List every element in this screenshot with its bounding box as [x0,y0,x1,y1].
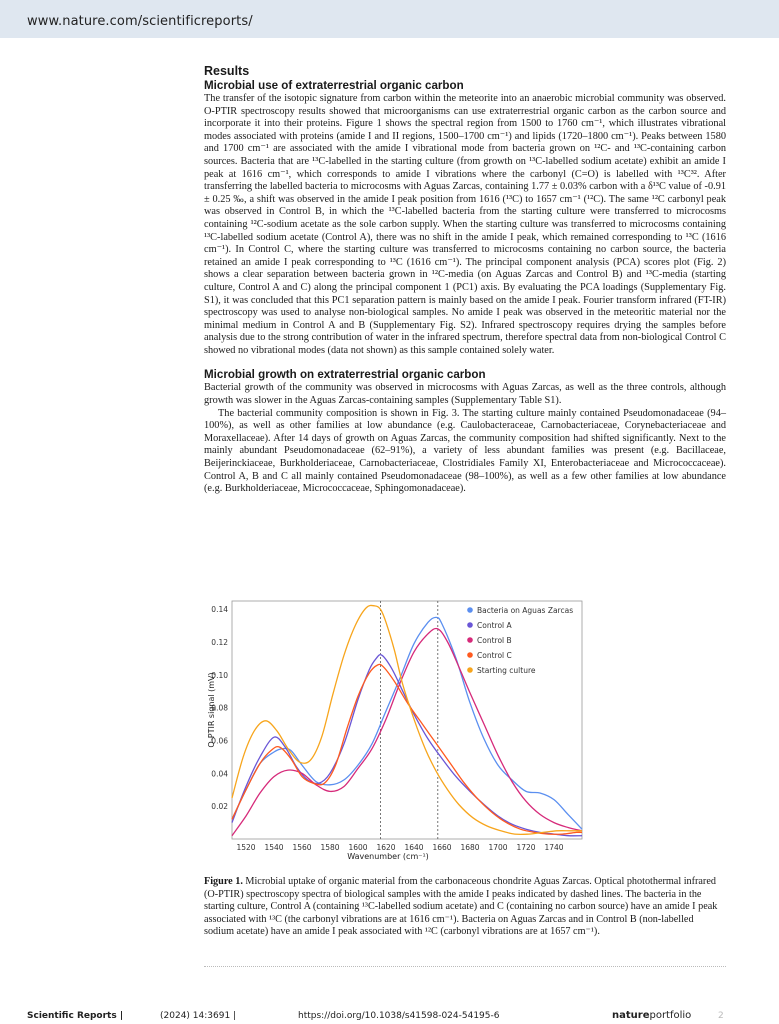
plot-frame [232,601,582,839]
paragraph-microbial-use: The transfer of the isotopic signature from carbon within the meteorite into an anaerobic microbial community was observed. O-PTIR spectroscopy results showed that microorganisms can use extraterrestrial organic carbon as the carbon source and incorporate it into their proteins. Figure 1 shows the spectral region from 1500 to 1760 cm⁻¹, which illustrates vibrational modes associated with proteins (amide I and II regions, 1500–1700 cm⁻¹) and lipids (1720–1800 cm⁻¹). Peaks between 1580 and 1700 cm⁻¹ are associated with the amide I vibrational mode from bacteria grown on ¹²C- and ¹³C-containing carbon sources. Bacteria that are ¹³C-labelled in the starting culture (from growth on ¹³C-labelled sodium acetate) exhibit an amide I peak at 1616 cm⁻¹, which corresponds to amide I vibrations where the carbonyl (C=O) is labelled with ¹³C³². After transferring the labelled bacteria to microcosms with Aguas Zarcas, containing 1.77 ± 0.03% carbon with a δ¹³C value of -0.91 ± 0.25 ‰, a shift was observed in the amide I peak position from 1616 (¹³C) to 1657 cm⁻¹ (¹²C). The same ¹²C carbonyl peak was observed in Control B, in which the ¹³C-labelled bacteria from the starting culture were transferred to microcosms containing ¹²C-sodium acetate as the sole carbon supply. When the starting culture was transferred to microcosms containing ¹³C-labelled sodium acetate (Control A), there was no shift in the amide I peak, which remained corresponding to ¹³C (1616 cm⁻¹). In Control C, where the starting culture was transferred to microcosms containing no carbon source, the bacteria retained an amide I peak corresponding to ¹³C (1616 cm⁻¹). The principal component analysis (PCA) scores plot (Fig. 2) shows a clear separation between bacteria grown in ¹²C-media (on Aguas Zarcas and Control B) and ¹³C-media (starting culture, Control A and C) along the principal component 1 (PC1) axis. By evaluating the PCA loadings (Supplementary Fig. S1), it was concluded that this PC1 separation pattern is mainly based on the amide I peak. Fourier transform infrared (FT-IR) spectroscopy was used to analyse non-biological samples. No amide I peak was observed in the meteoritic material nor the minimal medium in Control A and B (Supplementary Fig. S2). Infrared spectroscopy requires drying the samples before analysis due to the strong contribution of water in the infrared spectrum, therefore spectral data from non-biological Control C showed no vibrational modes (data not shown) as this sample contained solely water. [204,93,726,356]
x-axis-label: Wavenumber (cm⁻¹) [347,852,429,861]
footer-volume: (2024) 14:3691 | [160,1011,237,1021]
section-title-microbial-growth: Microbial growth on extraterrestrial organic carbon [204,368,486,382]
legend-marker [467,622,473,628]
legend-marker [467,652,473,658]
figure-1 [204,597,584,869]
x-tick-label: 1540 [264,843,284,852]
nature-portfolio-logo [612,1010,691,1021]
x-tick-label: 1560 [292,843,312,852]
section-title-microbial-use: Microbial use of extraterrestrial organic carbon [204,79,464,92]
series-line-bacteria-on-aguas-zarcas [232,617,582,829]
results-heading: Results [204,64,250,78]
series-line-control-a [232,655,582,836]
paragraph-growth-2: The bacterial community composition is shown in Fig. 3. The starting culture mainly contained Pseudomonadaceae (94–100%), as well as other families at low abundance (e.g. Caulobacteraceae, Carnobacteriaceae, Corynebacteriaceae and Moraxellaceae). After 14 days of growth on Aguas Zarcas, the community composition had shifted significantly. Next to the mainly abundant Pseudomonadaceae (62–91%), a variety of less abundant families was present (e.g. Bacillaceae, Beijerinckiaceae, Burkholderiaceae, Carnobacteriaceae, Clostridiales Family XI, Enterobacteriaceae and Micrococcaceae). Control A, B and C all mainly contained Pseudomonadaceae (98–100%), as well as a few other families at low abundance (e.g. Burkholderiaceae, Micrococcaceae, Sphingomonadaceae). [204,407,726,495]
x-tick-label: 1640 [404,843,424,852]
legend-marker [467,667,473,673]
footer-journal: Scientific Reports | [27,1011,124,1021]
legend-marker [467,637,473,643]
top-bar [0,0,779,38]
legend-label: Control C [477,650,512,660]
divider [204,966,726,967]
article-body [204,64,726,496]
x-tick-label: 1660 [432,843,452,852]
y-tick-label: 0.10 [211,670,228,680]
figure-caption-text: Microbial uptake of organic material from the carbonaceous chondrite Aguas Zarcas. Optical photothermal infrared (O-PTIR) spectroscopy spectra of biological samples with the amide I peaks indicated by dashed lines. The bacteria in the starting culture, Control A (containing ¹³C-labelled sodium acetate) and C (containing no carbon source) have an amide I peak associated with ¹³C (the carbonyl vibrations are at 1616 cm⁻¹). Bacteria on Aguas Zarcas and in Control B (non-labelled sodium acetate) have an amide I peak associated with ¹²C (carbonyl vibrations are at 1657 cm⁻¹). [204,876,718,938]
legend-label: Control A [477,620,512,630]
brand-bold: nature [612,1010,650,1021]
paragraph-growth-1: Bacterial growth of the community was observed in microcosms with Aguas Zarcas, as well as the three controls, although growth was slower in the Aguas Zarcas-containing samples (Supplementary Table S1). [204,382,726,407]
legend-label: Bacteria on Aguas Zarcas [477,605,574,615]
figure-label: Figure 1. [204,876,243,887]
site-url[interactable]: www.nature.com/scientificreports/ [27,14,253,29]
x-tick-label: 1620 [376,843,396,852]
y-tick-label: 0.14 [211,605,228,615]
y-tick-label: 0.06 [211,736,228,746]
x-tick-label: 1720 [516,843,536,852]
series-line-control-c [232,664,582,834]
figure-caption [204,876,726,939]
y-tick-label: 0.08 [211,703,228,713]
page-number: 2 [718,1011,724,1021]
y-tick-label: 0.12 [211,638,228,648]
series-line-starting-culture [232,605,582,834]
legend-label: Control B [477,635,512,645]
x-tick-label: 1700 [488,843,508,852]
y-tick-label: 0.04 [211,769,228,779]
x-tick-label: 1600 [348,843,368,852]
x-tick-label: 1740 [544,843,564,852]
x-tick-label: 1580 [320,843,340,852]
x-tick-label: 1520 [236,843,256,852]
legend-marker [467,607,473,613]
footer-doi-link[interactable]: https://doi.org/10.1038/s41598-024-54195-6 [298,1011,500,1021]
y-axis-label: O-PTIR signal (mV) [207,672,216,748]
spectra-chart [204,597,584,869]
legend-label: Starting culture [477,665,536,675]
brand-rest: portfolio [649,1010,692,1021]
x-tick-label: 1680 [460,843,480,852]
y-tick-label: 0.02 [211,802,228,812]
